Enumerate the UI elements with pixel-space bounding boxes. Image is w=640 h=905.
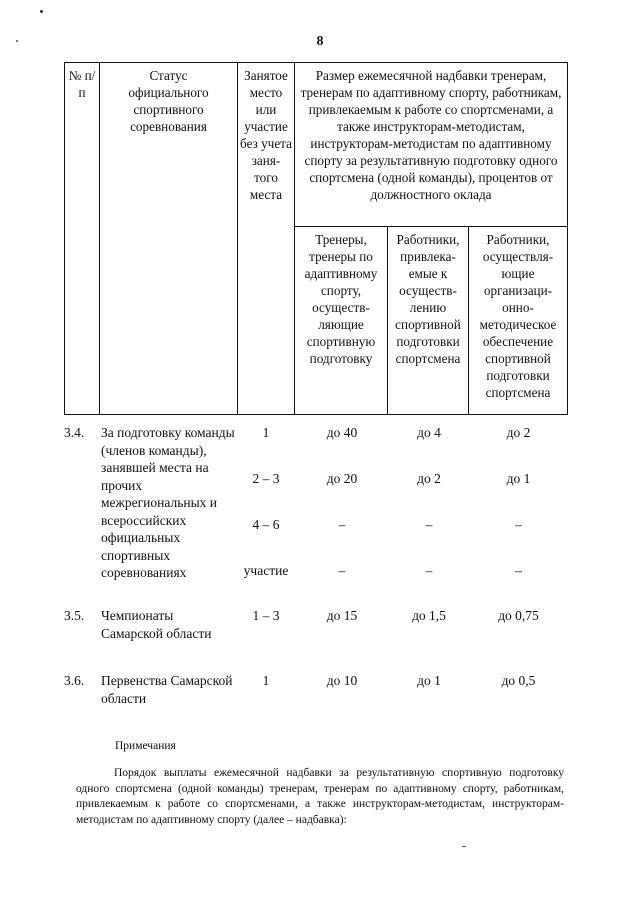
- cell-trainers: до 40: [326, 425, 358, 440]
- cell-methodists: –: [515, 517, 522, 532]
- table-header: [64, 62, 568, 415]
- row-number: 3.5.: [64, 608, 85, 623]
- cell-trainers: до 20: [326, 471, 358, 486]
- cell-methodists: –: [515, 563, 522, 578]
- cell-workers: до 4: [417, 425, 441, 440]
- cell-workers: до 1: [417, 673, 441, 688]
- cell-place: 1: [262, 673, 270, 688]
- row-name: За подготовку команды (членов команды), занявшей места на прочих межрегиональных и всероссийских официальных спортивных соревнованиях: [101, 425, 235, 580]
- header-sub-b: Работники, привлека-емые к осуществ-лению спортивной подготовки спортсмена: [388, 227, 469, 415]
- cell-workers: до 1,5: [412, 608, 446, 623]
- header-sub-a: Тренеры, тренеры по адаптивному спорту, осуществ-ляющие спортивную подготовку: [295, 227, 388, 415]
- cell-workers: –: [425, 517, 433, 532]
- header-sub-c: Работники, осуществля-ющие организаци-онно-методическое обеспечение спортивной подготовки спортсмена: [469, 227, 568, 415]
- row-number: 3.4.: [64, 425, 85, 440]
- cell-trainers: –: [338, 517, 346, 532]
- row-number: 3.6.: [64, 673, 85, 688]
- row-name: Первенства Самарской области: [101, 673, 233, 706]
- cell-trainers: до 15: [326, 608, 358, 623]
- header-num: № п/п: [65, 63, 100, 415]
- cell-methodists: до 0,5: [501, 673, 536, 688]
- page-number: 8: [316, 34, 324, 49]
- row-name: Чемпионаты Самарской области: [101, 608, 212, 641]
- scan-speck: [40, 10, 43, 13]
- cell-workers: до 2: [417, 471, 441, 486]
- cell-methodists: до 1: [506, 471, 531, 486]
- cell-trainers: до 10: [326, 673, 358, 688]
- header-status: Статус официального спортивного соревнования: [100, 63, 238, 415]
- header-size: Размер ежемесячной надбавки тренерам, тренерам по адаптивному спорту, работникам, привлекаемым к работе со спортсменами, а также инструкторам-методистам, инструкторам-методистам по адаптивному спорту за результативную подготовку одного спортсмена (одной команды), процентов от должностного оклада: [295, 63, 568, 227]
- cell-place: 4 – 6: [252, 517, 280, 532]
- notes-title: Примечания: [115, 740, 176, 752]
- cell-methodists: до 0,75: [498, 608, 539, 623]
- cell-workers: –: [425, 563, 433, 578]
- cell-place: 1 – 3: [252, 608, 280, 623]
- cell-place: 1: [262, 425, 270, 440]
- cell-trainers: –: [338, 563, 346, 578]
- cell-place: 2 – 3: [252, 471, 280, 486]
- cell-place: участие: [243, 563, 289, 578]
- notes-paragraph: Порядок выплаты ежемесячной надбавки за результативную спортивную подготовку одного спортсмена (одной команды) тренерам, тренерам по адаптивному спорту, работникам, привлекаемым к работе со спортсменами, а также инструкторам-методистам, инструкторам-методистам по адаптивному спорту (далее – надбавка):: [76, 767, 564, 826]
- header-place: Занятое место или участие без учета заня-того места: [238, 63, 295, 415]
- scan-mark: [462, 846, 466, 847]
- cell-methodists: до 2: [506, 425, 531, 440]
